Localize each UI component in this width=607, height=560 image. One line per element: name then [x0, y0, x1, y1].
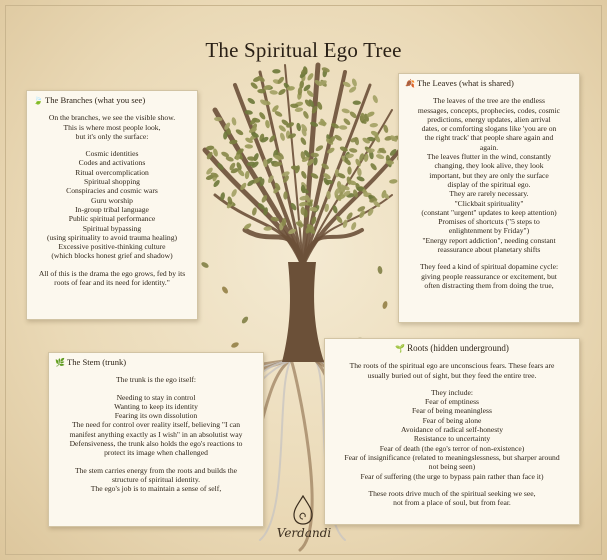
list-item: (which blocks honest grief and shadow) — [51, 251, 173, 261]
branches-card — [26, 90, 198, 320]
stem-intro: The trunk is the ego itself: — [116, 375, 196, 385]
sprig-icon: 🌿 — [55, 358, 65, 367]
roots-list — [331, 397, 573, 481]
stem-list — [55, 393, 257, 458]
leaves-paragraph-1: The leaves of the tree are the endless messages, concepts, prophecies, codes, cosmic predictions, energy updates, alien arrival dates, or comforting slogans like 'you are on the right track' that people share again and again. The leaves flutter in the wind, constantly changing, they look alive, they look important, but they are only the surface display of the spiritual ego. They are rarely necessary. "Clickbait spirituality" (constant "urgent" updates to keep attention) Promises of shortcuts ("5 steps to enlightenment by Friday") "Energy report addiction", needing constant reassurance about planetary shifts — [417, 96, 561, 255]
autumn-leaf-icon: 🍂 — [405, 79, 415, 88]
stem-card — [48, 352, 264, 527]
list-item: not being seen) — [428, 462, 476, 472]
stem-outro: The stem carries energy from the roots and builds the structure of spiritual identity. The ego's job is to maintain a sense of self, — [74, 465, 238, 494]
list-item: Fear of emptiness — [425, 397, 479, 407]
branches-intro: On the branches, we see the visible show. This is where most people look, but it's only the surface: — [48, 113, 176, 141]
roots-outro: These roots drive much of the spiritual seeking we see, not from a place of soul, but from fear. — [368, 488, 536, 508]
trunk — [282, 262, 324, 362]
list-item: Avoidance of radical self-honesty — [400, 425, 504, 435]
leaf-icon: 🍃 — [33, 96, 43, 105]
leaves-paragraph-2: They feed a kind of spiritual dopamine cycle: giving people reassurance or excitement, but often distracting them from doing the true, — [419, 262, 559, 290]
list-item: Fear of being alone — [422, 415, 482, 425]
roots-lead: They include: — [431, 387, 473, 397]
list-item: Fearing its own dissolution — [114, 411, 198, 421]
roots-card — [324, 338, 580, 525]
list-item: Fear of being meaningless — [412, 406, 492, 416]
spiral-drop-logo — [288, 494, 318, 526]
list-item: Ritual overcomplication — [75, 167, 149, 177]
list-item: The need for control over reality itself, believing "I can — [72, 420, 240, 430]
list-item: Wanting to keep its identity — [114, 401, 198, 411]
list-item: Public spiritual performance — [68, 214, 156, 224]
branches-list — [33, 149, 191, 261]
list-item: Needing to stay in control — [116, 392, 196, 402]
list-item: Spiritual bypassing — [82, 223, 142, 233]
list-item: Codes and activations — [78, 158, 146, 168]
roots-heading: Roots (hidden underground) — [407, 343, 509, 353]
list-item: Defensiveness, the trunk also holds the ego's reactions to — [69, 439, 243, 449]
list-item: Excessive positive-thinking culture — [58, 242, 166, 252]
list-item: (using spirituality to avoid trauma healing) — [46, 232, 178, 242]
list-item: protect its image when challenged — [104, 448, 208, 458]
list-item: Fear of suffering (the urge to bypass pain rather than face it) — [360, 471, 544, 481]
logo-wordmark: Verdandi — [276, 526, 332, 540]
list-item: In-group tribal language — [75, 204, 149, 214]
list-item: Fear of insignificance (related to meaningslessness, but sharper around — [344, 452, 560, 462]
list-item: Spiritual shopping — [84, 177, 140, 187]
stem-heading: The Stem (trunk) — [66, 357, 127, 367]
list-item: Resistance to uncertainty — [413, 434, 491, 444]
list-item: Conspiracies and cosmic wars — [66, 186, 158, 196]
list-item: Guru worship — [91, 195, 133, 205]
branches-heading: The Branches (what you see) — [44, 95, 146, 105]
leaves-card — [398, 73, 580, 323]
leaves-heading: The Leaves (what is shared) — [416, 78, 514, 88]
list-item: Cosmic identities — [85, 149, 139, 159]
page-title: The Spiritual Ego Tree — [205, 38, 402, 62]
list-item: Fear of death (the ego's terror of non-existence) — [379, 443, 525, 453]
branches-outro: All of this is the drama the ego grows, fed by its roots of fear and its need for identity." — [38, 268, 186, 288]
seedling-icon: 🌱 — [395, 344, 406, 353]
roots-intro: The roots of the spiritual ego are unconscious fears. These fears are usually buried out of sight, but they feed the entire tree. — [349, 361, 555, 380]
list-item: manifest anything exactly as I wish" in an absolutist way — [69, 429, 243, 439]
